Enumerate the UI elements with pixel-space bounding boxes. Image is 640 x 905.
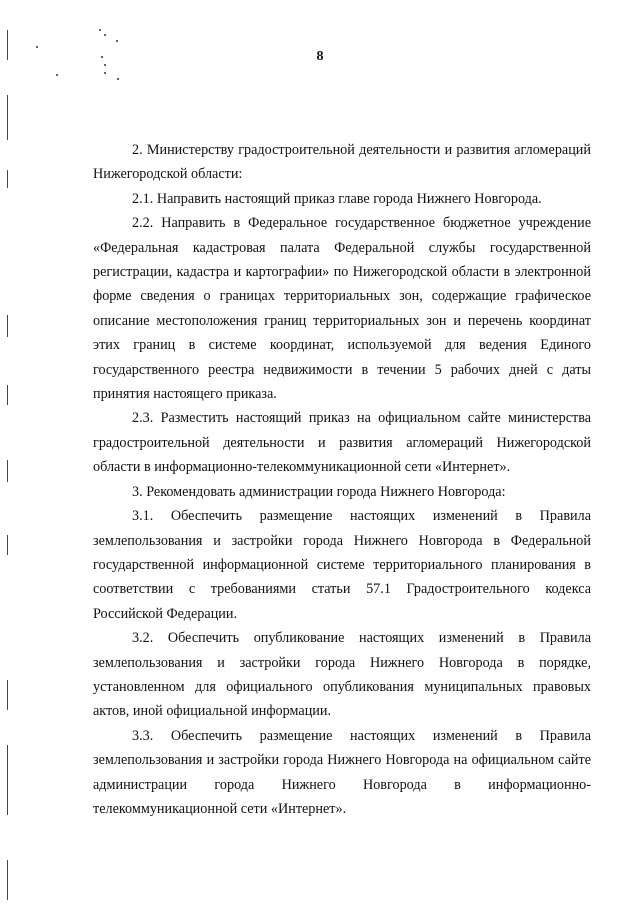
paragraph-2-1: 2.1. Направить настоящий приказ главе города Нижнего Новгорода. [132,190,542,207]
paragraph-3-2: 3.2. Обеспечить опубликование настоящих изменений в Правила землепользования и застройки города Нижнего Новгорода в порядке, установленном для официального опубликования муниципальных правовых актов, иной официальной информации. [93,630,591,720]
document-body [93,138,591,821]
scan-speck [56,74,58,76]
scan-edge-line [7,860,8,900]
scan-speck [104,34,106,36]
paragraph-2-2: 2.2. Направить в Федеральное государственное бюджетное учреждение «Федеральная кадастровая палата Федеральной службы государственной регистрации, кадастра и картографии» по Нижегородской области в электронной форме сведения о границах территориальных зон, содержащие графическое описание местоположения границ территориальных зон и перечень координат этих границ в системе координат, используемой для ведения Единого государственного реестра недвижимости в течении 5 рабочих дней с даты принятия настоящего приказа. [93,215,591,403]
scan-edge-line [7,170,8,188]
paragraph-2: 2. Министерству градостроительной деятельности и развития агломераций Нижегородской области: [93,142,591,183]
scan-speck [117,78,119,80]
scan-edge-line [7,460,8,482]
scan-speck [36,46,38,48]
page-number: 8 [316,49,324,64]
scan-edge-line [7,680,8,710]
scan-edge-line [7,315,8,337]
paragraph-3: 3. Рекомендовать администрации города Нижнего Новгорода: [132,483,506,500]
paragraph-3-3: 3.3. Обеспечить размещение настоящих изменений в Правила землепользования и застройки города Нижнего Новгорода на официальном сайте администрации города Нижнего Новгорода в информационно-телекоммуникационной сети «Интернет». [93,727,591,817]
paragraph-3-1: 3.1. Обеспечить размещение настоящих изменений в Правила землепользования и застройки города Нижнего Новгорода в Федеральной государственной информационной системе территориального планирования в соответствии с требованиями статьи 57.1 Градостроительного кодекса Российской Федерации. [93,508,591,622]
scan-edge-line [7,535,8,555]
scan-edge-line [7,385,8,405]
scan-edge-line [7,745,8,815]
scan-speck [116,40,118,42]
paragraph-2-3: 2.3. Разместить настоящий приказ на официальном сайте министерства градостроительной деятельности и развития агломераций Нижегородской области в информационно-телекоммуникационной сети «Интернет». [93,410,591,476]
scan-speck [104,72,106,74]
scan-speck [99,29,101,31]
scan-edge-line [7,95,8,140]
